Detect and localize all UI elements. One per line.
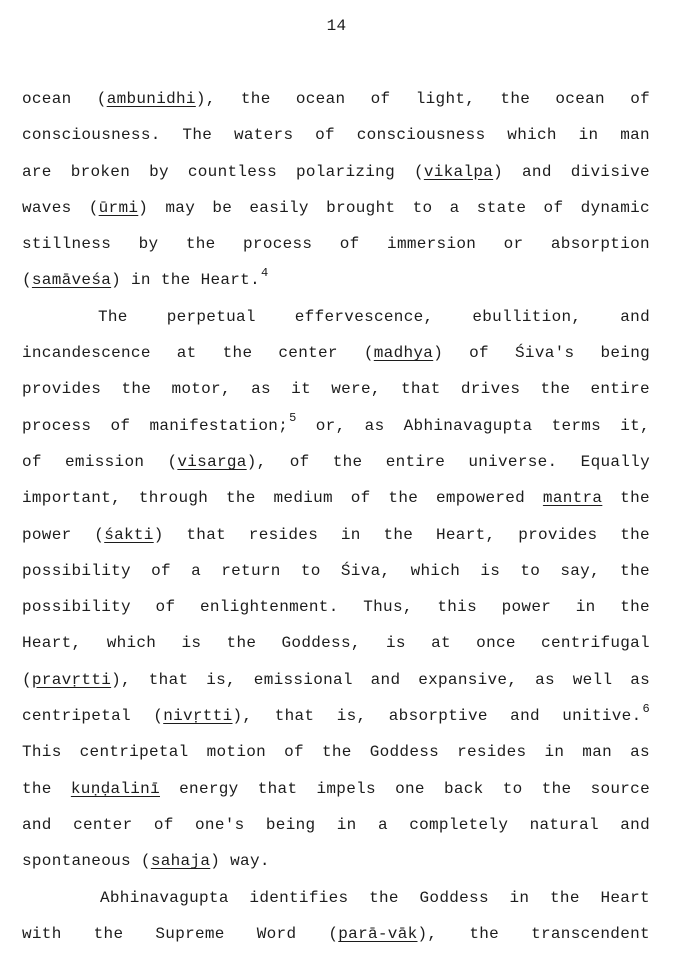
sanskrit-term: śakti xyxy=(104,525,154,544)
word: the xyxy=(620,489,650,508)
word: say, xyxy=(560,561,600,580)
word: provides xyxy=(22,380,102,399)
word: power xyxy=(22,525,72,544)
word: universe. xyxy=(468,452,558,471)
word: is, xyxy=(336,707,367,726)
sanskrit-term: parā-vāk xyxy=(338,924,418,943)
word: Heart.$^4$ xyxy=(200,266,269,290)
word: countless xyxy=(187,162,277,181)
word: easily xyxy=(249,198,309,217)
word: that xyxy=(186,525,227,544)
word: being xyxy=(600,344,650,363)
word: entire xyxy=(385,452,446,471)
word: the xyxy=(185,235,216,254)
sanskrit-term: kuṇḍalinī xyxy=(70,779,160,798)
word: as xyxy=(251,380,271,399)
text-line xyxy=(22,776,650,812)
text-line xyxy=(22,449,650,485)
word: the xyxy=(369,888,399,907)
word: the xyxy=(321,743,352,762)
word: emission xyxy=(65,452,145,471)
word: are xyxy=(22,162,52,181)
word: of xyxy=(289,452,310,471)
word: is xyxy=(480,561,501,580)
word: absorptive xyxy=(388,707,488,726)
word: impels xyxy=(316,779,376,798)
word: Abhinavagupta xyxy=(100,888,229,907)
word: (ambunidhi), xyxy=(96,90,216,108)
word: (śakti) xyxy=(94,525,164,544)
word: polarizing xyxy=(295,162,395,181)
word: motion xyxy=(206,743,267,762)
word: to xyxy=(502,779,523,798)
word: the xyxy=(540,380,571,399)
word: of xyxy=(153,815,174,834)
word: resides xyxy=(457,743,527,762)
word: in xyxy=(131,271,151,290)
word: manifestation;$^5$ xyxy=(149,411,297,435)
word: empowered xyxy=(435,489,526,508)
sanskrit-term: visarga xyxy=(177,452,247,471)
footnote-marker: 5 xyxy=(289,411,297,426)
word: in xyxy=(340,525,361,544)
word: Heart, xyxy=(435,525,496,544)
text-line xyxy=(22,703,650,739)
word: (parā-vāk), xyxy=(328,924,438,943)
word: waves xyxy=(22,198,72,217)
word: (pravṛtti), xyxy=(22,670,131,689)
text-line xyxy=(22,195,650,231)
word: the xyxy=(620,525,650,544)
word: perpetual xyxy=(166,307,256,326)
word: in xyxy=(336,815,357,834)
word: Śiva's xyxy=(515,344,575,363)
word: that xyxy=(148,670,189,689)
word: which xyxy=(106,634,157,653)
word: stillness xyxy=(22,235,112,254)
word: (nivṛtti), xyxy=(153,707,253,726)
word: once xyxy=(476,634,516,653)
footnote-marker: 4 xyxy=(260,266,269,281)
word: ocean xyxy=(555,90,605,108)
sanskrit-term: vikalpa xyxy=(423,162,494,181)
text-line xyxy=(22,376,650,412)
word: energy xyxy=(179,779,239,798)
word: divisive xyxy=(570,162,650,181)
sanskrit-term: nivṛtti xyxy=(163,707,233,726)
word: source xyxy=(590,779,650,798)
word: ebullition, xyxy=(472,307,582,326)
word: center xyxy=(73,815,133,834)
word: resides xyxy=(248,525,319,544)
text-line xyxy=(22,340,650,376)
word: the xyxy=(225,489,256,508)
word: which xyxy=(410,561,461,580)
word: is, xyxy=(206,670,236,689)
word: with xyxy=(22,924,62,943)
word: the xyxy=(93,924,124,943)
word: of xyxy=(284,743,304,762)
word: in xyxy=(509,888,530,907)
word xyxy=(543,485,602,511)
word: and xyxy=(510,707,540,726)
text-line xyxy=(22,304,650,340)
word: or xyxy=(503,235,524,254)
word: The xyxy=(98,307,128,326)
word: state xyxy=(476,198,527,217)
word: possibility xyxy=(22,561,131,580)
word: that xyxy=(401,380,441,399)
word: center xyxy=(278,344,338,363)
sanskrit-term: ambunidhi xyxy=(106,90,196,108)
text-line xyxy=(22,848,650,884)
word: process xyxy=(22,416,92,435)
word: of xyxy=(350,489,371,508)
word: the xyxy=(541,779,572,798)
sanskrit-term: madhya xyxy=(373,344,434,363)
word: consciousness. xyxy=(22,126,161,145)
word: the xyxy=(226,634,257,653)
word: Abhinavagupta xyxy=(403,416,533,435)
text-line xyxy=(22,267,650,303)
word: to xyxy=(520,561,541,580)
word: identifies xyxy=(249,888,349,907)
word: Goddess xyxy=(419,888,489,907)
word: process xyxy=(243,235,313,254)
word: and xyxy=(22,815,52,834)
text-line xyxy=(22,812,650,848)
text-line xyxy=(22,739,650,775)
word: dynamic xyxy=(580,198,650,217)
word: terms xyxy=(551,416,602,435)
sanskrit-term: sahaja xyxy=(150,852,211,871)
word: light, xyxy=(415,90,476,108)
text-line xyxy=(22,522,650,558)
word: centripetal xyxy=(79,743,189,762)
word: (vikalpa) xyxy=(413,162,504,181)
word: a xyxy=(449,198,460,217)
word: that xyxy=(257,779,298,798)
word: one xyxy=(395,779,425,798)
word: The xyxy=(182,126,213,145)
word: in xyxy=(578,126,599,145)
word: entire xyxy=(590,380,650,399)
word xyxy=(71,776,160,802)
word: completely xyxy=(409,815,509,834)
word: Equally xyxy=(580,452,650,471)
word: the xyxy=(388,489,419,508)
word: of xyxy=(543,198,564,217)
sanskrit-term: pravṛtti xyxy=(31,670,112,689)
word: (visarga), xyxy=(167,452,267,471)
word: absorption xyxy=(550,235,650,254)
word: important, xyxy=(22,489,122,508)
word: in xyxy=(575,598,596,617)
word: drives xyxy=(460,380,521,399)
word: (ūrmi) xyxy=(88,198,149,217)
word: the xyxy=(620,598,650,617)
word: being xyxy=(265,815,316,834)
word: through xyxy=(138,489,209,508)
text-line xyxy=(22,485,650,521)
word: the xyxy=(222,344,253,363)
word: immersion xyxy=(387,235,477,254)
text-line xyxy=(22,630,650,666)
word: Goddess xyxy=(369,743,440,762)
word: of xyxy=(110,416,131,435)
word: is xyxy=(386,634,406,653)
word: the xyxy=(22,779,52,798)
text-line xyxy=(22,667,650,703)
word: power xyxy=(501,598,552,617)
word: as xyxy=(630,743,650,762)
word: natural xyxy=(529,815,599,834)
word: at xyxy=(431,634,451,653)
text-line xyxy=(22,921,650,957)
word: effervescence, xyxy=(294,307,434,326)
word: waters xyxy=(233,126,294,145)
text-line xyxy=(22,558,650,594)
word: by xyxy=(138,235,159,254)
word: of xyxy=(370,90,391,108)
word: by xyxy=(149,162,169,181)
word: in xyxy=(544,743,565,762)
sanskrit-term: ūrmi xyxy=(98,198,139,217)
word: of xyxy=(22,452,42,471)
word: as xyxy=(630,670,650,689)
word: motor, xyxy=(171,380,231,399)
word: (samāveśa) xyxy=(22,271,122,290)
word: and xyxy=(522,162,552,181)
word: return xyxy=(221,561,281,580)
word: this xyxy=(437,598,477,617)
page-number: 14 xyxy=(326,17,347,35)
word: medium xyxy=(273,489,333,508)
text-line xyxy=(22,594,650,630)
word: that xyxy=(274,707,315,726)
word: man xyxy=(620,126,650,145)
word: of xyxy=(469,344,489,363)
footnote-marker: 6 xyxy=(642,701,650,716)
word: provides xyxy=(518,525,598,544)
word: to xyxy=(300,561,321,580)
word: which xyxy=(507,126,557,145)
word: be xyxy=(212,198,233,217)
word: one's xyxy=(195,815,245,834)
word: it, xyxy=(620,416,650,435)
word: and xyxy=(370,670,401,689)
word: brought xyxy=(326,198,396,217)
word: were, xyxy=(331,380,381,399)
word: well xyxy=(572,670,613,689)
word: to xyxy=(412,198,433,217)
word: transcendent xyxy=(531,924,650,943)
text-line xyxy=(22,231,650,267)
word: at xyxy=(176,344,197,363)
word: This xyxy=(22,743,62,762)
word: enlightenment. xyxy=(199,598,339,617)
word: incandescence xyxy=(22,344,151,363)
word: (madhya) xyxy=(363,344,444,363)
word: as xyxy=(364,416,385,435)
word: of xyxy=(151,561,171,580)
word: Goddess, xyxy=(281,634,361,653)
word: consciousness xyxy=(356,126,486,145)
word: (sahaja) xyxy=(140,852,221,871)
text-line xyxy=(22,159,650,195)
word: Śiva, xyxy=(340,561,391,580)
word: as xyxy=(535,670,555,689)
word: or, xyxy=(315,416,346,435)
text-line xyxy=(22,885,650,921)
word: way. xyxy=(230,852,270,871)
word: of xyxy=(630,90,650,108)
word: the xyxy=(620,561,650,580)
word: the xyxy=(240,90,271,108)
word: back xyxy=(443,779,484,798)
word: and xyxy=(620,307,650,326)
word: spontaneous xyxy=(22,852,131,871)
word: the xyxy=(550,888,580,907)
word: the xyxy=(121,380,152,399)
text-line xyxy=(22,86,650,122)
word: ocean xyxy=(295,90,346,108)
word: centripetal xyxy=(22,707,131,726)
word: the xyxy=(469,924,500,943)
word: Heart, xyxy=(22,634,82,653)
word: the xyxy=(500,90,531,108)
text-line xyxy=(22,122,650,158)
word: is xyxy=(181,634,202,653)
word: ocean xyxy=(22,90,72,108)
word: Heart xyxy=(600,888,650,907)
word: Thus, xyxy=(363,598,413,617)
word: of xyxy=(339,235,360,254)
word: broken xyxy=(70,162,131,181)
sanskrit-term: samāveśa xyxy=(31,271,112,290)
word: of xyxy=(155,598,176,617)
word: Word xyxy=(256,924,297,943)
sanskrit-term: mantra xyxy=(542,489,603,508)
word: it xyxy=(291,380,311,399)
word: expansive, xyxy=(418,670,518,689)
word: the xyxy=(160,271,191,290)
word: man xyxy=(582,743,613,762)
text-line xyxy=(22,413,650,449)
word: may xyxy=(165,198,196,217)
word: the xyxy=(332,452,363,471)
body-text xyxy=(22,86,650,957)
word: centrifugal xyxy=(541,634,650,653)
word: unitive.$^6$ xyxy=(562,701,650,726)
word: a xyxy=(377,815,388,834)
word: emissional xyxy=(253,670,353,689)
word: possibility xyxy=(22,598,131,617)
word: the xyxy=(383,525,414,544)
word: and xyxy=(620,815,650,834)
word: a xyxy=(191,561,202,580)
word: of xyxy=(315,126,335,145)
word: Supreme xyxy=(155,924,225,943)
